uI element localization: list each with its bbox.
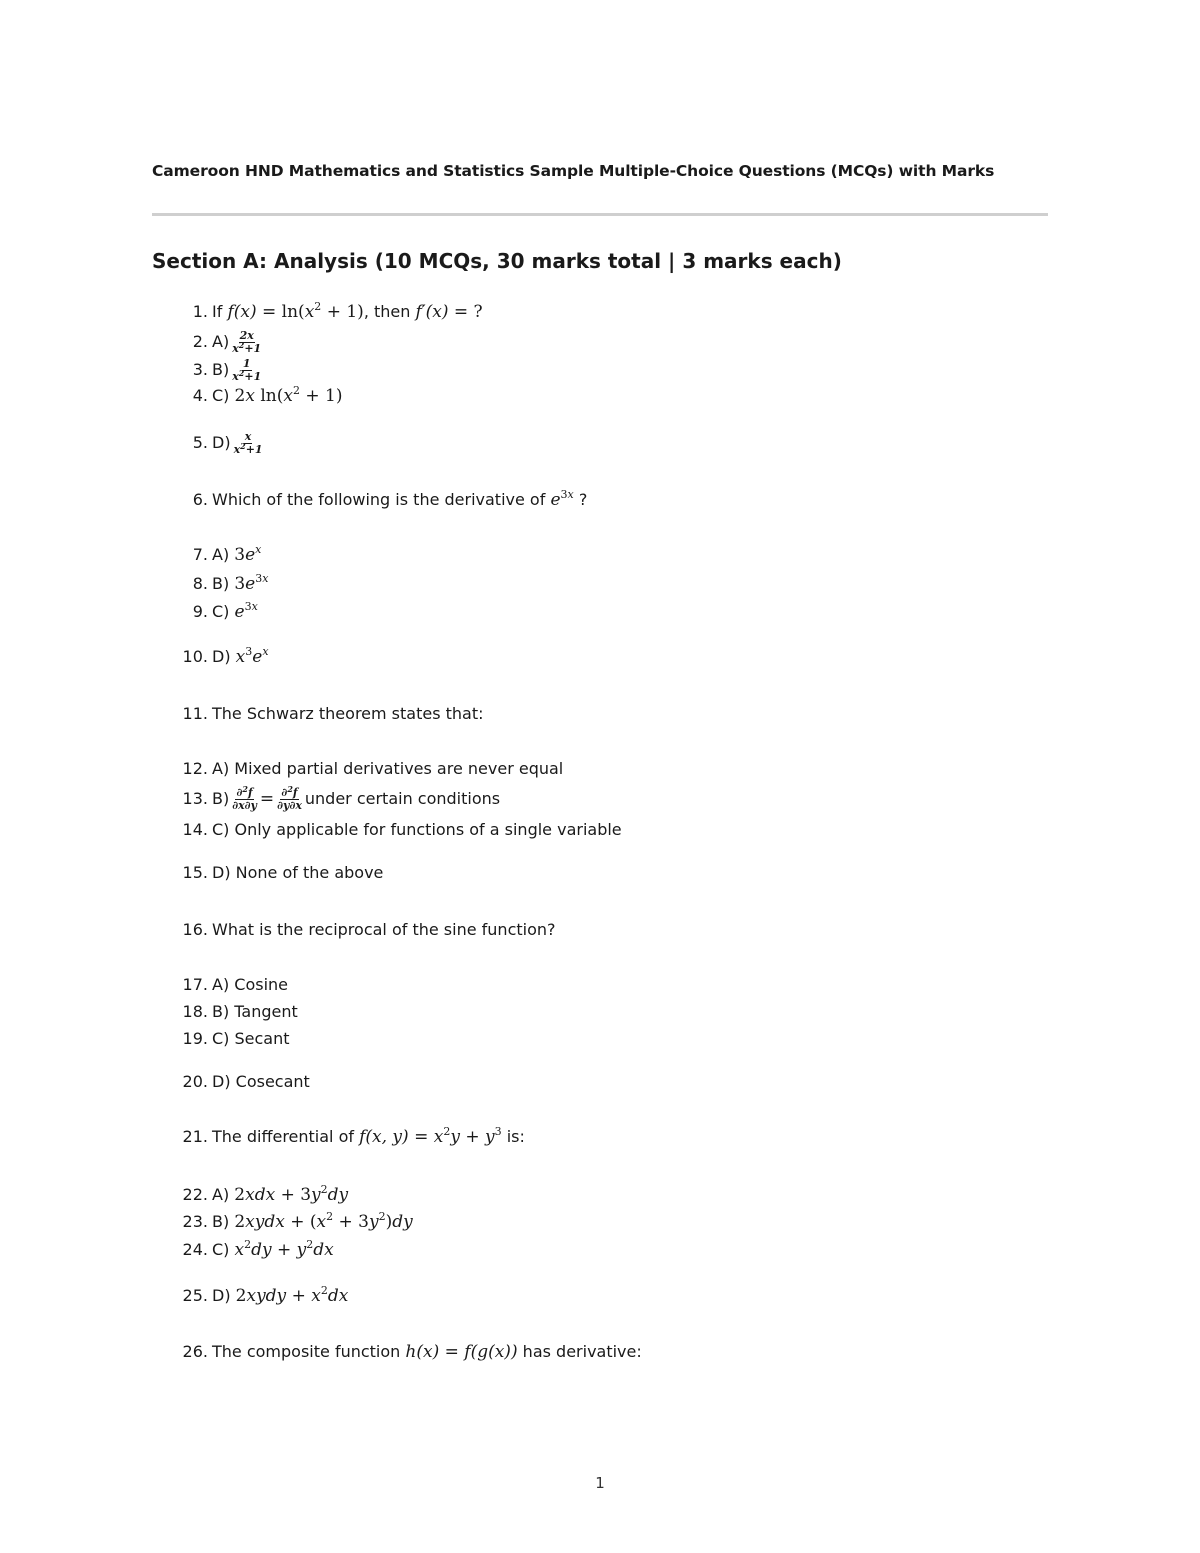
math-fraction: $\frac{1}{x^2+1}$ bbox=[232, 356, 262, 383]
list-item bbox=[192, 300, 483, 324]
math-fraction: $\frac{\partial^2f}{\partial x\partial y}$ bbox=[232, 783, 257, 812]
item-number: 16. bbox=[182, 920, 208, 939]
math-expression: 2xydx + $(x^2 + 3y^2)dy$ bbox=[234, 1210, 413, 1232]
item-number: 19. bbox=[182, 1029, 208, 1048]
section-heading: Section A: Analysis (10 MCQs, 30 marks total | 3 marks each) bbox=[152, 249, 842, 273]
item-number: 1. bbox=[192, 302, 208, 321]
list-item bbox=[192, 572, 269, 596]
list-item bbox=[182, 1238, 334, 1262]
item-text: The differential of bbox=[212, 1127, 354, 1146]
option-label: B) bbox=[212, 789, 230, 808]
list-item bbox=[192, 429, 266, 456]
option-label: B) bbox=[212, 574, 230, 593]
item-text: C) Only applicable for functions of a single variable bbox=[212, 820, 622, 839]
list-item bbox=[182, 645, 269, 669]
list-item bbox=[192, 356, 264, 383]
list-item bbox=[192, 384, 343, 408]
item-text: A) Mixed partial derivatives are never equal bbox=[212, 759, 564, 778]
item-text: What is the reciprocal of the sine function? bbox=[212, 920, 556, 939]
item-text: B) Tangent bbox=[212, 1002, 298, 1021]
item-number: 23. bbox=[182, 1212, 208, 1231]
math-expression: 2x $\ln(x^2 + 1)$ bbox=[234, 384, 343, 406]
list-item bbox=[182, 818, 622, 842]
item-text: has derivative: bbox=[522, 1342, 642, 1361]
document-title: Cameroon HND Mathematics and Statistics Sample Multiple-Choice Questions (MCQs) with Marks bbox=[152, 162, 995, 180]
item-number: 20. bbox=[182, 1072, 208, 1091]
item-number: 25. bbox=[182, 1286, 208, 1305]
item-number: 22. bbox=[182, 1185, 208, 1204]
list-item bbox=[192, 600, 258, 624]
item-number: 4. bbox=[192, 386, 208, 405]
page-number: 1 bbox=[595, 1474, 605, 1492]
math-fraction: $\frac{2x}{x^2+1}$ bbox=[232, 328, 262, 355]
math-expression: f′(x) = ? bbox=[415, 302, 483, 322]
option-label: B) bbox=[212, 360, 230, 379]
item-text: Which of the following is the derivative of bbox=[212, 490, 546, 509]
list-item bbox=[182, 702, 484, 726]
item-text: C) Secant bbox=[212, 1029, 290, 1048]
math-expression: $x^3e^x$ bbox=[235, 645, 269, 667]
list-item bbox=[182, 1210, 413, 1234]
math-expression: $x^2dy + y^2dx$ bbox=[234, 1238, 334, 1260]
list-item bbox=[182, 783, 501, 812]
item-text: D) None of the above bbox=[212, 863, 384, 882]
list-item bbox=[182, 1125, 525, 1149]
item-text: under certain conditions bbox=[304, 789, 501, 808]
item-number: 13. bbox=[182, 789, 208, 808]
item-number: 12. bbox=[182, 759, 208, 778]
option-label: B) bbox=[212, 1212, 230, 1231]
list-item bbox=[182, 1070, 310, 1094]
math-fraction: $\frac{x}{x^2+1}$ bbox=[233, 429, 263, 456]
item-number: 6. bbox=[192, 490, 208, 509]
option-label: D) bbox=[212, 1286, 231, 1305]
item-number: 26. bbox=[182, 1342, 208, 1361]
math-expression: 2xydy + $x^2dx$ bbox=[235, 1284, 349, 1306]
item-number: 8. bbox=[192, 574, 208, 593]
list-item bbox=[192, 543, 262, 567]
option-label: A) bbox=[212, 545, 230, 564]
list-item bbox=[182, 1027, 290, 1051]
list-item bbox=[182, 861, 384, 885]
item-number: 21. bbox=[182, 1127, 208, 1146]
math-expression: $e^{3x}$ bbox=[550, 488, 574, 510]
item-number: 14. bbox=[182, 820, 208, 839]
item-text: is: bbox=[506, 1127, 525, 1146]
option-label: C) bbox=[212, 1240, 230, 1259]
option-label: C) bbox=[212, 602, 230, 621]
item-number: 3. bbox=[192, 360, 208, 379]
item-text: The Schwarz theorem states that: bbox=[212, 704, 484, 723]
item-number: 17. bbox=[182, 975, 208, 994]
math-expression: $e^{3x}$ bbox=[234, 600, 258, 622]
item-text: ? bbox=[578, 490, 588, 509]
item-text: If bbox=[212, 302, 223, 321]
list-item bbox=[182, 973, 288, 997]
option-label: A) bbox=[212, 332, 230, 351]
item-text: A) Cosine bbox=[212, 975, 288, 994]
math-equals: = bbox=[259, 789, 275, 809]
option-label: D) bbox=[212, 433, 231, 452]
option-label: C) bbox=[212, 386, 230, 405]
item-number: 10. bbox=[182, 647, 208, 666]
item-number: 11. bbox=[182, 704, 208, 723]
item-text: D) Cosecant bbox=[212, 1072, 310, 1091]
list-item bbox=[182, 1284, 349, 1308]
list-item bbox=[192, 328, 264, 355]
list-item bbox=[182, 1183, 349, 1207]
math-fraction: $\frac{\partial^2f}{\partial y\partial x}$ bbox=[277, 783, 302, 812]
item-number: 15. bbox=[182, 863, 208, 882]
option-label: D) bbox=[212, 647, 231, 666]
math-expression: $3e^{3x}$ bbox=[234, 572, 269, 594]
math-expression: $3e^x$ bbox=[234, 543, 262, 565]
math-expression: $2xdx + 3y^2dy$ bbox=[234, 1183, 349, 1205]
item-text: , then bbox=[363, 302, 411, 321]
horizontal-rule bbox=[152, 213, 1048, 216]
item-text: The composite function bbox=[212, 1342, 401, 1361]
list-item bbox=[182, 918, 556, 942]
math-expression: h(x) = f(g(x)) bbox=[405, 1342, 518, 1362]
item-number: 7. bbox=[192, 545, 208, 564]
list-item bbox=[192, 488, 588, 512]
option-label: A) bbox=[212, 1185, 230, 1204]
item-number: 2. bbox=[192, 332, 208, 351]
list-item bbox=[182, 1000, 298, 1024]
item-number: 24. bbox=[182, 1240, 208, 1259]
math-expression: f(x, $y) = x^2y + y^3$ bbox=[359, 1125, 502, 1147]
math-expression: $f(x) = \ln(x^2 + 1)$ bbox=[227, 300, 364, 322]
list-item bbox=[182, 757, 564, 781]
item-number: 5. bbox=[192, 433, 208, 452]
list-item bbox=[182, 1340, 642, 1364]
item-number: 18. bbox=[182, 1002, 208, 1021]
item-number: 9. bbox=[192, 602, 208, 621]
